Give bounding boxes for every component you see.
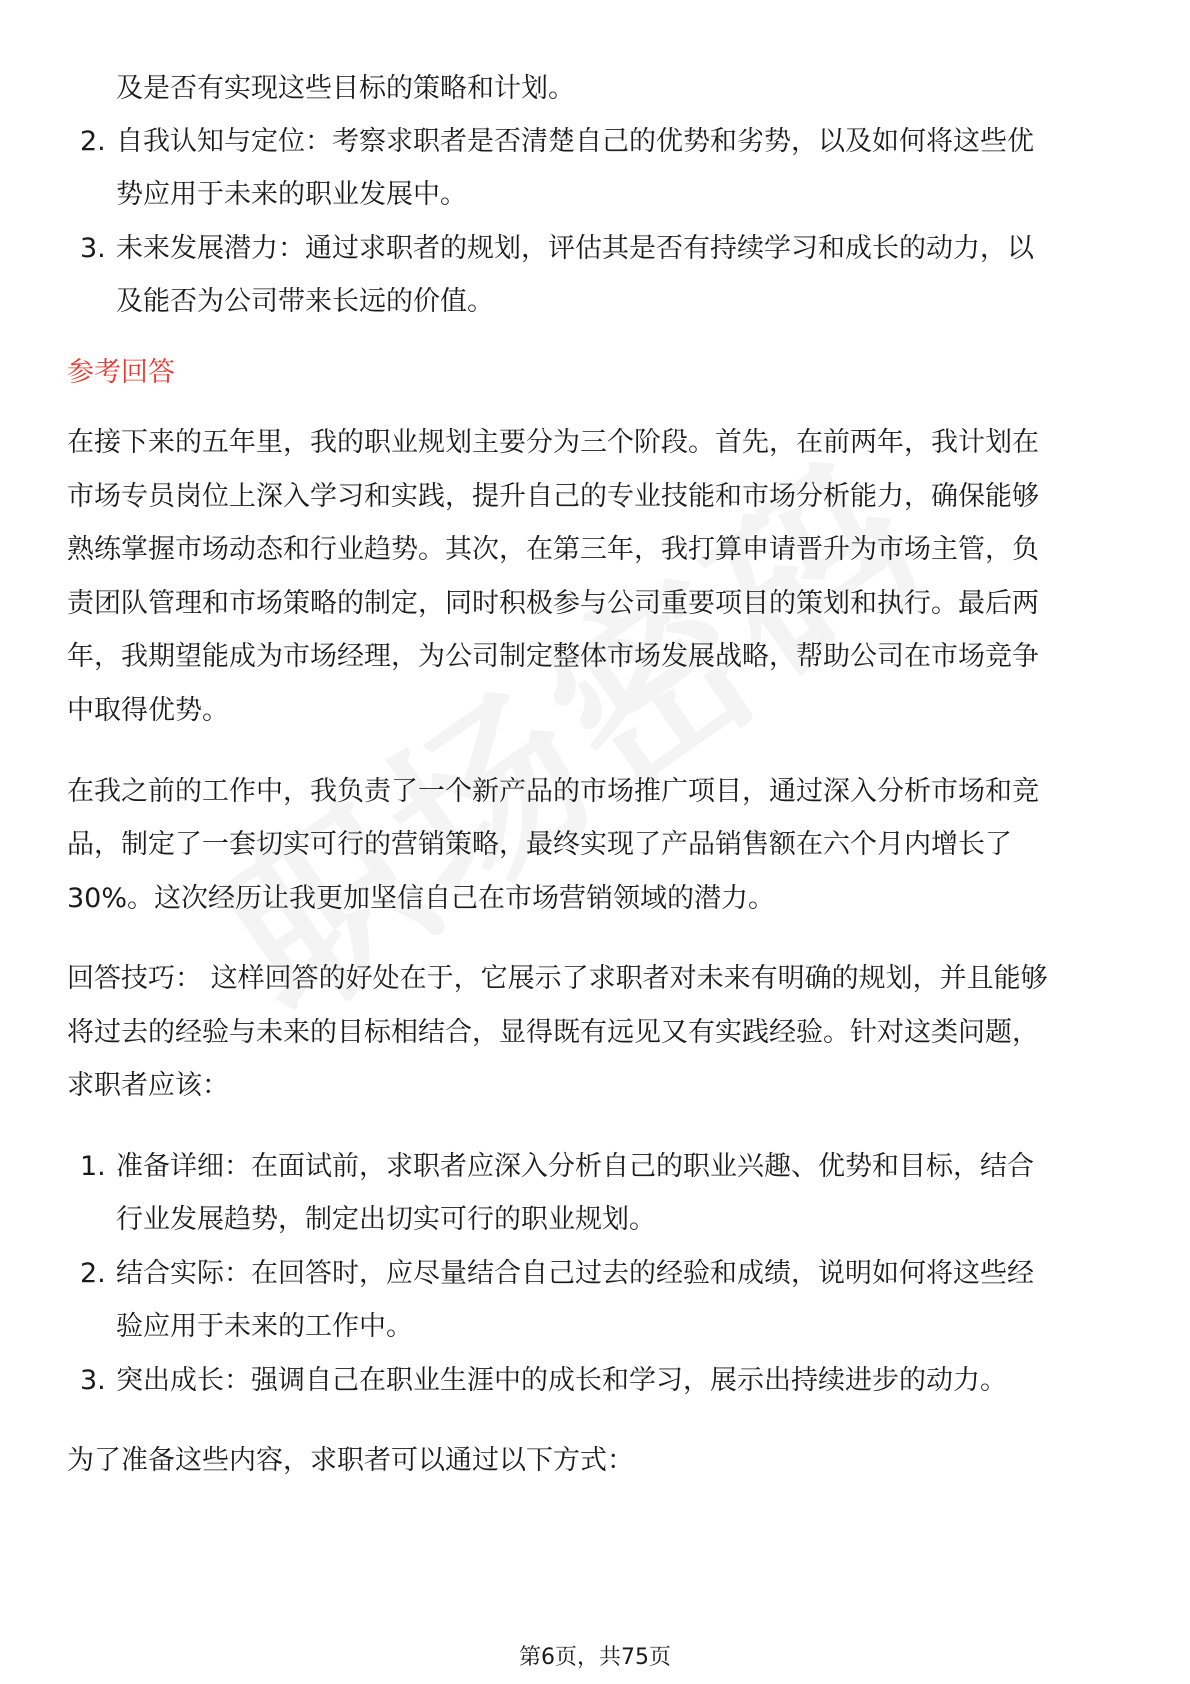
list2-item2-line1: 结合实际：在回答时，应尽量结合自己过去的经验和成绩，说明如何将这些经: [116, 1258, 1034, 1289]
paragraph-line: 在我之前的工作中，我负责了一个新产品的市场推广项目，通过深入分析市场和竞: [67, 776, 1039, 807]
list1-item3-line2: 及能否为公司带来长远的价值。: [116, 286, 494, 317]
paragraph-line: 回答技巧： 这样回答的好处在于，它展示了求职者对未来有明确的规划，并且能够: [67, 963, 1048, 994]
list2-item1-number: 1.: [80, 1151, 106, 1182]
list1-item2-line2: 势应用于未来的职业发展中。: [116, 179, 467, 210]
paragraph-line: 品，制定了一套切实可行的营销策略，最终实现了产品销售额在六个月内增长了: [67, 829, 1012, 860]
list2-item1-line2: 行业发展趋势，制定出切实可行的职业规划。: [116, 1204, 656, 1235]
list2-item3-number: 3.: [80, 1365, 106, 1396]
paragraph-line: 年，我期望能成为市场经理，为公司制定整体市场发展战略，帮助公司在市场竞争: [67, 641, 1039, 672]
paragraph-line: 中取得优势。: [67, 695, 229, 726]
page-number-footer: 第6页，共75页: [519, 1645, 671, 1670]
section-heading: 参考回答: [67, 357, 175, 388]
list2-item1-line1: 准备详细：在面试前，求职者应深入分析自己的职业兴趣、优势和目标，结合: [116, 1151, 1034, 1182]
paragraph-line: 责团队管理和市场策略的制定，同时积极参与公司重要项目的策划和执行。最后两: [67, 588, 1039, 619]
paragraph-line: 将过去的经验与未来的目标相结合，显得既有远见又有实践经验。针对这类问题，: [67, 1017, 1039, 1048]
list2-item2-number: 2.: [80, 1258, 106, 1289]
list1-item1-continuation: 及是否有实现这些目标的策略和计划。: [116, 73, 575, 104]
paragraph-line: 为了准备这些内容，求职者可以通过以下方式：: [67, 1445, 634, 1476]
paragraph-line: 熟练掌握市场动态和行业趋势。其次，在第三年，我打算申请晋升为市场主管，负: [67, 534, 1039, 565]
paragraph-line: 求职者应该：: [67, 1070, 229, 1101]
list1-item3-number: 3.: [80, 233, 106, 264]
paragraph-line: 30%。这次经历让我更加坚信自己在市场营销领域的潜力。: [67, 883, 776, 914]
list2-item3-line1: 突出成长：强调自己在职业生涯中的成长和学习，展示出持续进步的动力。: [116, 1365, 1007, 1396]
list1-item2-number: 2.: [80, 126, 106, 157]
list1-item3-line1: 未来发展潜力：通过求职者的规划，评估其是否有持续学习和成长的动力，以: [116, 233, 1034, 264]
list2-item2-line2: 验应用于未来的工作中。: [116, 1311, 413, 1342]
paragraph-line: 在接下来的五年里，我的职业规划主要分为三个阶段。首先，在前两年，我计划在: [67, 427, 1039, 458]
paragraph-line: 市场专员岗位上深入学习和实践，提升自己的专业技能和市场分析能力，确保能够: [67, 481, 1039, 512]
list1-item2-line1: 自我认知与定位：考察求职者是否清楚自己的优势和劣势，以及如何将这些优: [116, 126, 1034, 157]
